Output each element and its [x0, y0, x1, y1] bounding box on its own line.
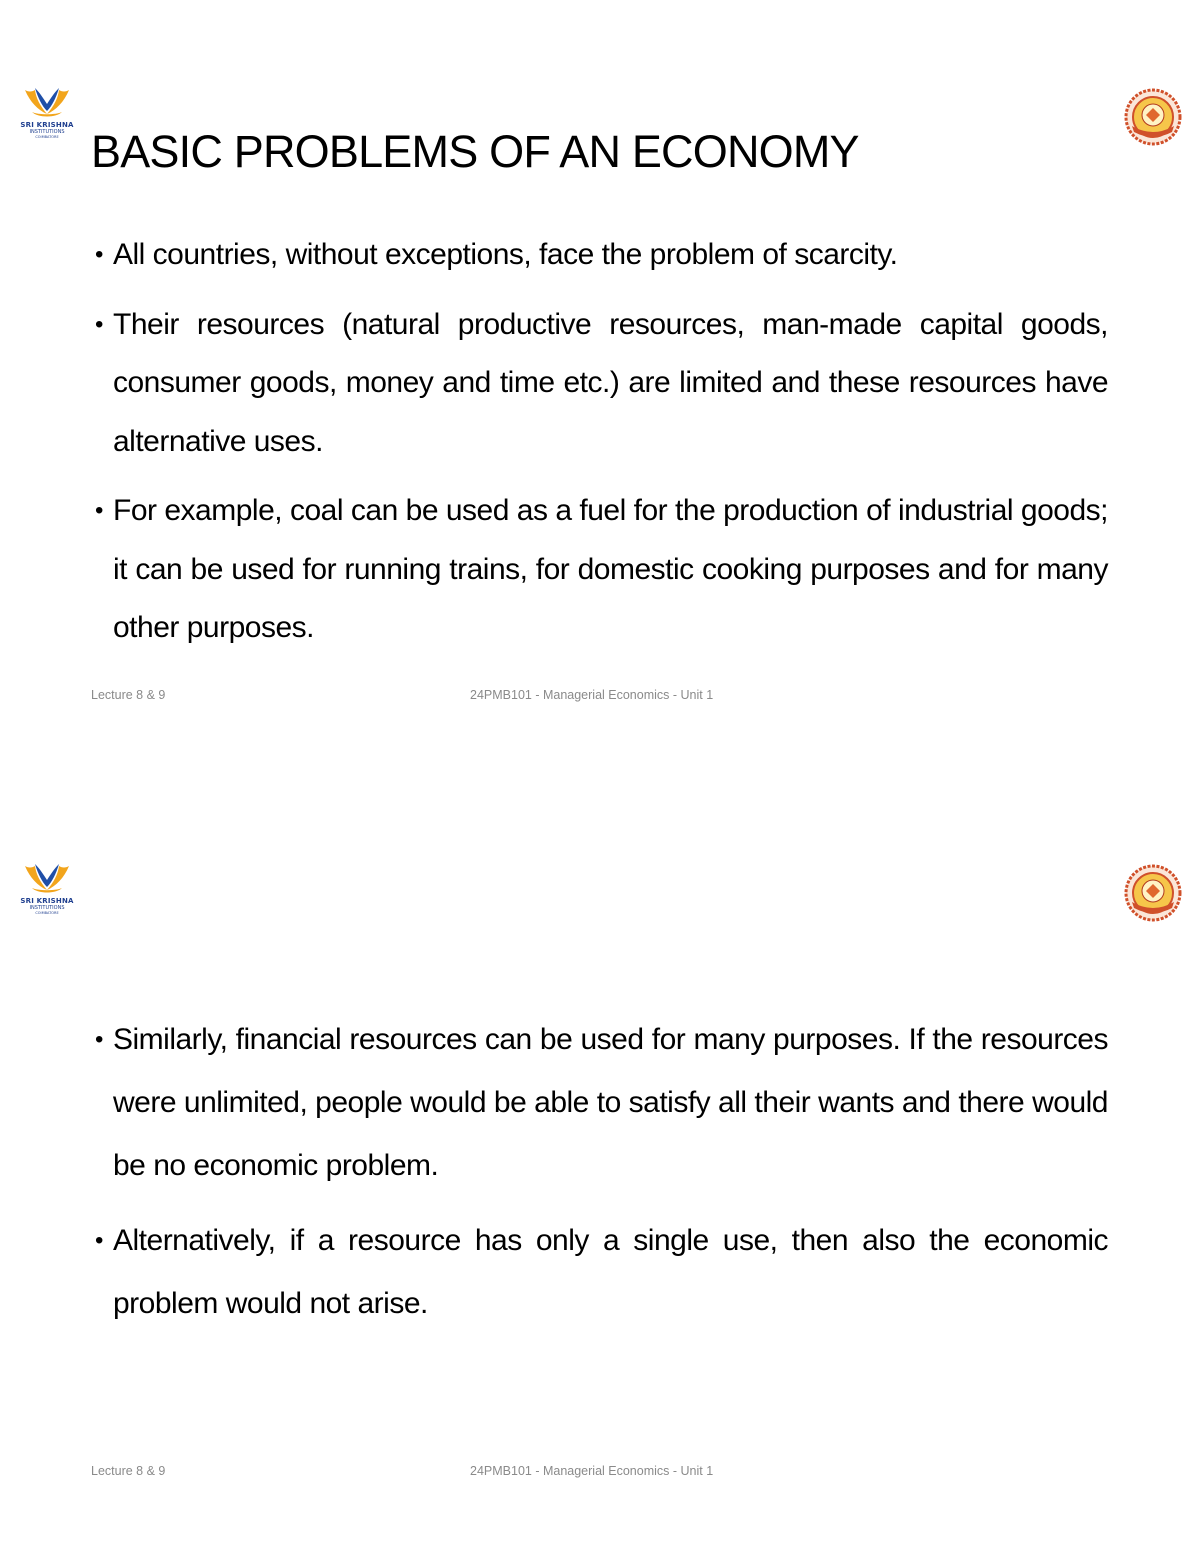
bullet-list — [95, 1008, 1108, 1347]
bullet-text: Similarly, financial resources can be used for many purposes. If the resources were unlimited, people would be able to satisfy all their wants and there would be no economic problem. — [113, 1023, 1108, 1182]
bullet-item — [95, 1008, 1108, 1197]
slide-2 — [0, 776, 1200, 1553]
logo-name: SRI KRISHNA — [20, 897, 74, 905]
bullet-marker: • — [95, 1227, 103, 1254]
logo-location: COIMBATORE — [35, 911, 59, 915]
bullet-marker: • — [95, 310, 103, 338]
bullet-text: Their resources (natural productive resources, man-made capital goods, consumer goods, money and time etc.) are limited and these resources have alternative uses. — [113, 307, 1108, 458]
footer-course: 24PMB101 - Managerial Economics - Unit 1 — [470, 688, 714, 702]
bullet-text: All countries, without exceptions, face the problem of scarcity. — [113, 238, 898, 271]
college-seal-icon — [1124, 864, 1182, 922]
bullet-item — [95, 482, 1108, 658]
bullet-item — [95, 296, 1108, 472]
bullet-marker: • — [95, 1026, 103, 1053]
lotus-logo-icon — [22, 84, 72, 120]
bullet-item — [95, 1209, 1108, 1335]
bullet-marker: • — [95, 241, 103, 268]
logo-name: SRI KRISHNA — [20, 121, 74, 129]
sri-krishna-logo — [14, 84, 80, 140]
footer-course: 24PMB101 - Managerial Economics - Unit 1 — [470, 1464, 714, 1478]
bullet-text: Alternatively, if a resource has only a single use, then also the economic problem would not arise. — [113, 1224, 1108, 1320]
college-seal-icon — [1124, 88, 1182, 146]
footer-lecture: Lecture 8 & 9 — [91, 688, 166, 702]
sri-krishna-logo — [14, 860, 80, 916]
footer-lecture: Lecture 8 & 9 — [91, 1464, 166, 1478]
bullet-text: For example, coal can be used as a fuel for the production of industrial goods; it can be used for running trains, for domestic cooking purposes and for many other purposes. — [113, 494, 1108, 644]
slide-title: BASIC PROBLEMS OF AN ECONOMY — [91, 126, 859, 177]
bullet-list — [95, 226, 1108, 669]
bullet-marker: • — [95, 497, 103, 524]
slide-1 — [0, 0, 1200, 776]
logo-subtitle: INSTITUTIONS — [29, 129, 65, 135]
logo-subtitle: INSTITUTIONS — [29, 905, 65, 911]
bullet-item — [95, 226, 1108, 285]
lotus-logo-icon — [22, 860, 72, 896]
logo-location: COIMBATORE — [35, 135, 59, 139]
